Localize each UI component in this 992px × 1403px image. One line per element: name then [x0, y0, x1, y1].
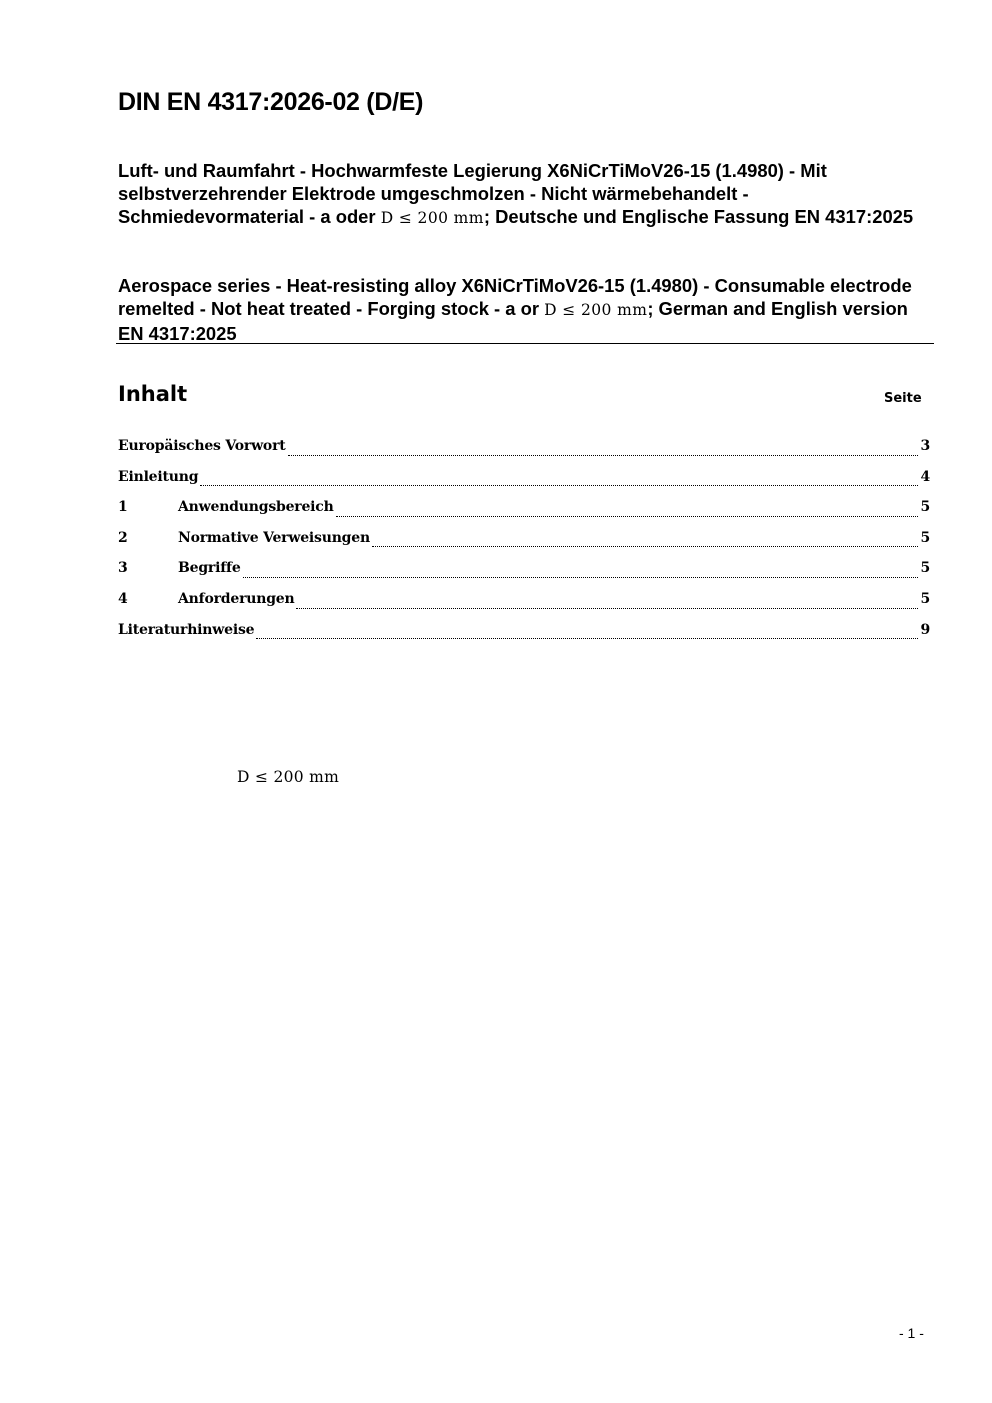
toc-entry-page: 5	[920, 590, 930, 607]
toc-entry-page: 5	[920, 499, 930, 516]
english-title-text: Aerospace series - Heat-resisting alloy X6NiCrTiMoV26-15 (1.4980) - Consumable electrode remelted - Not heat treated - Forging stock - a or	[118, 275, 912, 319]
toc-leader-dots	[372, 546, 919, 547]
toc-page-column-label: Seite	[884, 391, 922, 406]
toc-entry-label: Begriffe	[178, 560, 241, 577]
toc-entry-page: 5	[920, 560, 930, 577]
toc-leader-dots	[288, 455, 919, 456]
page-number: - 1 -	[899, 1325, 924, 1341]
toc-leader-dots	[200, 485, 918, 486]
document-title: DIN EN 4317:2026-02 (D/E)	[118, 88, 424, 116]
toc-leader-dots	[256, 638, 918, 639]
toc-heading: Inhalt	[118, 382, 188, 406]
english-title	[118, 274, 918, 345]
toc-entry-anforderungen[interactable]	[118, 591, 930, 622]
toc-entry-label: Anwendungsbereich	[178, 499, 334, 516]
toc-entry-number: 3	[118, 560, 128, 577]
toc-entry-label: Europäisches Vorwort	[118, 438, 286, 454]
toc-entry-page: 4	[920, 468, 930, 485]
german-title-suffix: ; Deutsche und Englische Fassung EN 4317:2025	[483, 206, 914, 227]
toc-entry-number: 2	[118, 529, 128, 546]
toc-entry-literaturhinweise[interactable]	[118, 622, 930, 653]
formula-text: D ≤ 200 mm	[237, 768, 340, 786]
german-title-text: Luft- und Raumfahrt - Hochwarmfeste Legierung X6NiCrTiMoV26-15 (1.4980) - Mit selbstverzehrender Elektrode umgeschmolzen - Nicht wärmebehandelt - Schmiedevormaterial - a oder	[118, 160, 827, 227]
toc-leader-dots	[243, 577, 919, 578]
toc-entry-number: 4	[118, 590, 128, 607]
toc-leader-dots	[336, 516, 919, 517]
title-divider	[116, 343, 934, 344]
toc-entry-page: 5	[920, 529, 930, 546]
toc-entry-europaeisches-vorwort[interactable]	[118, 438, 930, 469]
toc-entry-normative-verweisungen[interactable]	[118, 530, 930, 561]
toc-entry-einleitung[interactable]	[118, 469, 930, 500]
toc-entry-label: Literaturhinweise	[118, 621, 255, 638]
toc-leader-dots	[296, 608, 918, 609]
toc-entry-number: 1	[118, 499, 128, 516]
toc-entry-anwendungsbereich[interactable]	[118, 499, 930, 530]
table-of-contents	[118, 438, 930, 652]
english-title-suffix: ; German and English version EN 4317:2025	[118, 298, 908, 344]
toc-entry-label: Einleitung	[118, 468, 199, 485]
toc-entry-label: Normative Verweisungen	[178, 529, 370, 546]
english-title-formula: D ≤ 200 mm	[544, 301, 648, 319]
toc-entry-begriffe[interactable]	[118, 560, 930, 591]
german-title	[118, 159, 918, 230]
toc-entry-label: Anforderungen	[178, 590, 295, 607]
toc-entry-page: 9	[920, 621, 930, 638]
toc-entry-page: 3	[920, 438, 930, 454]
german-title-formula: D ≤ 200 mm	[380, 209, 484, 227]
